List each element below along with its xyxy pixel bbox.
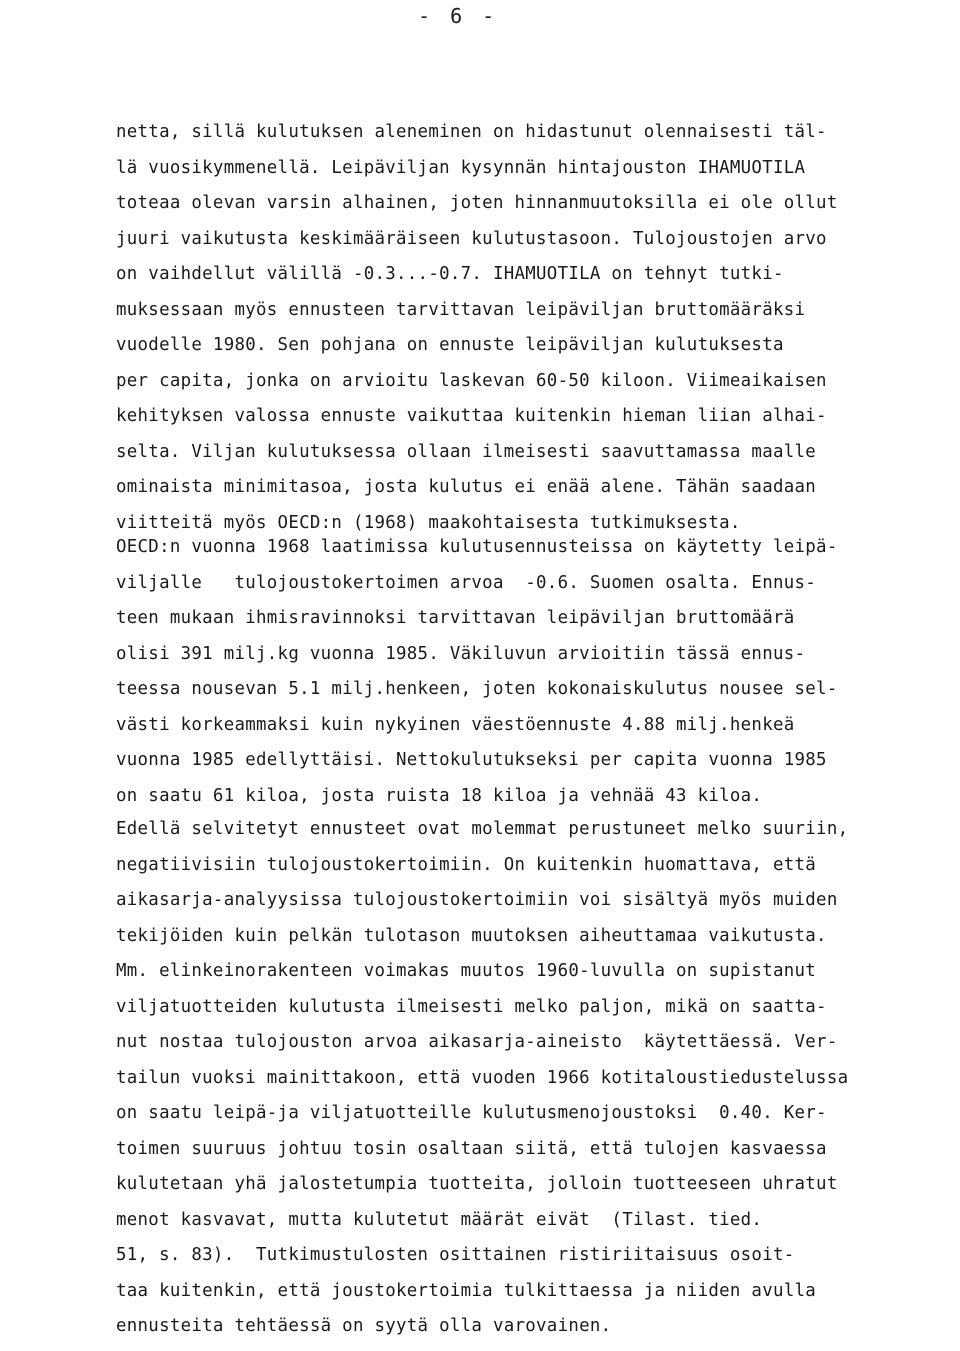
- text-line: per capita, jonka on arvioitu laskevan 60-50 kiloon. Viimeaikaisen: [116, 370, 827, 391]
- text-line: västi korkeammaksi kuin nykyinen väestöennuste 4.88 milj.henkeä: [116, 714, 795, 735]
- text-line: taa kuitenkin, että joustokertoimia tulkittaessa ja niiden avulla: [116, 1280, 817, 1301]
- text-line: selta. Viljan kulutuksessa ollaan ilmeisesti saavuttamassa maalle: [116, 441, 817, 462]
- text-line: juuri vaikutusta keskimääräiseen kulutustasoon. Tulojoustojen arvo: [116, 228, 827, 249]
- text-line: kehityksen valossa ennuste vaikuttaa kuitenkin hieman liian alhai-: [116, 406, 827, 426]
- text-line: teessa nousevan 5.1 milj.henkeen, joten kokonaiskulutus nousee sel-: [116, 679, 838, 699]
- text-line: vuodelle 1980. Sen pohjana on ennuste leipäviljan kulutuksesta: [116, 335, 784, 355]
- text-line: tailun vuoksi mainittakoon, että vuoden 1966 kotitaloustiedustelussa: [116, 1067, 849, 1088]
- text-line: teen mukaan ihmisravinnoksi tarvittavan leipäviljan bruttomäärä: [116, 608, 795, 628]
- text-line: viljatuotteiden kulutusta ilmeisesti melko paljon, mikä on saatta-: [116, 996, 827, 1017]
- paragraph-consumption-trends: [116, 115, 958, 541]
- text-line: olisi 391 milj.kg vuonna 1985. Väkiluvun arvioitiin tässä ennus-: [116, 643, 806, 664]
- text-line: OECD:n vuonna 1968 laatimissa kulutusennusteissa on käytetty leipä-: [116, 537, 838, 557]
- text-line: lä vuosikymmenellä. Leipäviljan kysynnän hintajouston IHAMUOTILA: [116, 157, 806, 178]
- text-line: toteaa olevan varsin alhainen, joten hinnanmuutoksilla ei ole ollut: [116, 193, 838, 213]
- paragraph-elasticity-discussion: [116, 812, 958, 1345]
- text-line: toimen suuruus johtuu tosin osaltaan siitä, että tulojen kasvaessa: [116, 1138, 827, 1159]
- text-line: menot kasvavat, mutta kulutetut määrät eivät (Tilast. tied.: [116, 1209, 763, 1230]
- text-line: viljalle tulojoustokertoimen arvoa -0.6. Suomen osalta. Ennus-: [116, 572, 817, 593]
- text-line: on vaihdellut välillä -0.3...-0.7. IHAMUOTILA on tehnyt tutki-: [116, 264, 784, 284]
- text-line: aikasarja-analyysissa tulojoustokertoimiin voi sisältyä myös muiden: [116, 890, 838, 910]
- page-number: - 6 -: [418, 4, 499, 28]
- text-line: negatiivisiin tulojoustokertoimiin. On kuitenkin huomattava, että: [116, 854, 817, 875]
- text-line: tekijöiden kuin pelkän tulotason muutoksen aiheuttamaa vaikutusta.: [116, 925, 827, 946]
- text-line: vuonna 1985 edellyttäisi. Nettokulutukseksi per capita vuonna 1985: [116, 750, 827, 770]
- text-line: kulutetaan yhä jalostetumpia tuotteita, jolloin tuotteeseen uhratut: [116, 1174, 838, 1194]
- text-line: on saatu leipä-ja viljatuotteille kulutusmenojoustoksi 0.40. Ker-: [116, 1103, 827, 1123]
- text-line: netta, sillä kulutuksen aleneminen on hidastunut olennaisesti täl-: [116, 122, 827, 142]
- text-line: muksessaan myös ennusteen tarvittavan leipäviljan bruttomääräksi: [116, 299, 806, 320]
- text-line: 51, s. 83). Tutkimustulosten osittainen ristiriitaisuus osoit-: [116, 1245, 795, 1265]
- text-line: on saatu 61 kiloa, josta ruista 18 kiloa ja vehnää 43 kiloa.: [116, 785, 763, 806]
- text-line: ominaista minimitasoa, josta kulutus ei enää alene. Tähän saadaan: [116, 477, 817, 497]
- text-line: ennusteita tehtäessä on syytä olla varovainen.: [116, 1316, 612, 1336]
- text-line: nut nostaa tulojouston arvoa aikasarja-aineisto käytettäessä. Ver-: [116, 1032, 838, 1052]
- paragraph-oecd-forecast: [116, 530, 958, 814]
- text-line: Mm. elinkeinorakenteen voimakas muutos 1960-luvulla on supistanut: [116, 961, 817, 981]
- text-line: viitteitä myös OECD:n (1968) maakohtaisesta tutkimuksesta.: [116, 512, 741, 533]
- text-line: Edellä selvitetyt ennusteet ovat molemmat perustuneet melko suuriin,: [116, 819, 849, 839]
